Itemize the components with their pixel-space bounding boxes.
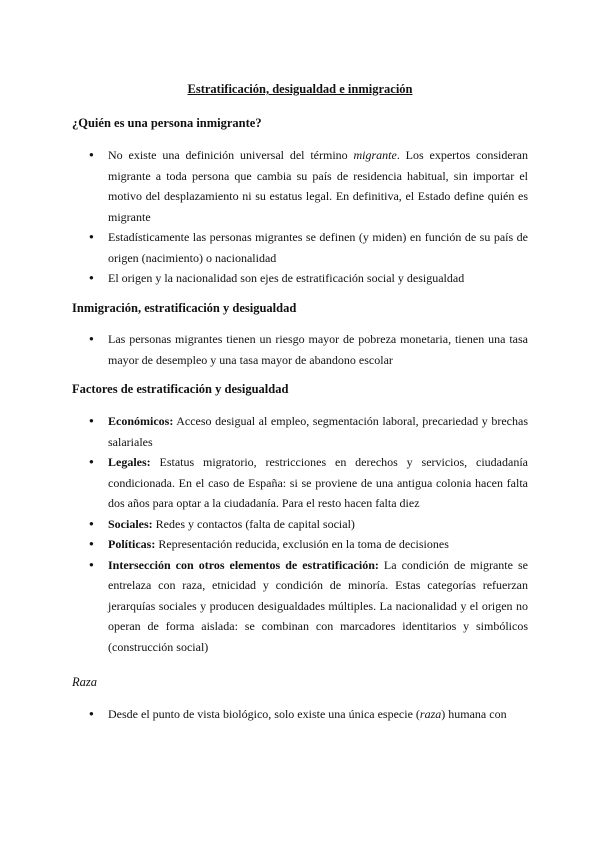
section-heading-factores: Factores de estratificación y desigualdad — [72, 382, 289, 396]
section-heading-quien-es-inmigrante: ¿Quién es una persona inmigrante? — [72, 116, 262, 130]
section3-bullet-list — [0, 411, 528, 657]
list-item: ● Estadísticamente las personas migrantes se definen (y miden) en función de su país de origen (nacimiento) o nacionalidad — [0, 227, 528, 268]
list-item: ● Desde el punto de vista biológico, solo existe una única especie (raza) humana con — [0, 704, 528, 725]
list-item: ● No existe una definición universal del término migrante. Los expertos consideran migrante a toda persona que cambia su país de residencia habitual, sin importar el motivo del desplazamiento ni su estatus legal. En definitiva, el Estado define quién es migrante — [0, 145, 528, 227]
list-item: ● El origen y la nacionalidad son ejes de estratificación social y desigualdad — [0, 268, 528, 289]
list-item: ● Intersección con otros elementos de estratificación: La condición de migrante se entrelaza con raza, etnicidad y condición de minoría. Estas categorías refuerzan jerarquías sociales y producen desigualdades múltiples. La nacionalidad y el origen no operan de forma aislada: se combinan con marcadores identitarios y simbólicos (construcción social) — [0, 555, 528, 658]
section-heading-inmigracion-estratificacion: Inmigración, estratificación y desigualdad — [72, 301, 297, 315]
section1-bullet-list — [0, 145, 528, 289]
section2-bullet-list — [0, 329, 528, 370]
section-heading-raza: Raza — [72, 675, 97, 689]
list-item: ● Políticas: Representación reducida, exclusión en la toma de decisiones — [0, 534, 528, 555]
list-item: ● Sociales: Redes y contactos (falta de capital social) — [0, 514, 528, 535]
document-title: Estratificación, desigualdad e inmigración — [187, 82, 413, 96]
list-item: ● Legales: Estatus migratorio, restricciones en derechos y servicios, ciudadanía condicionada. En el caso de España: si se proviene de una antigua colonia hacen falta dos años para optar a la ciudadanía. Para el resto hacen falta diez — [0, 452, 528, 514]
list-item: ● Las personas migrantes tienen un riesgo mayor de pobreza monetaria, tienen una tasa mayor de desempleo y una tasa mayor de abandono escolar — [0, 329, 528, 370]
section4-bullet-list — [0, 704, 528, 725]
list-item: ● Económicos: Acceso desigual al empleo, segmentación laboral, precariedad y brechas salariales — [0, 411, 528, 452]
